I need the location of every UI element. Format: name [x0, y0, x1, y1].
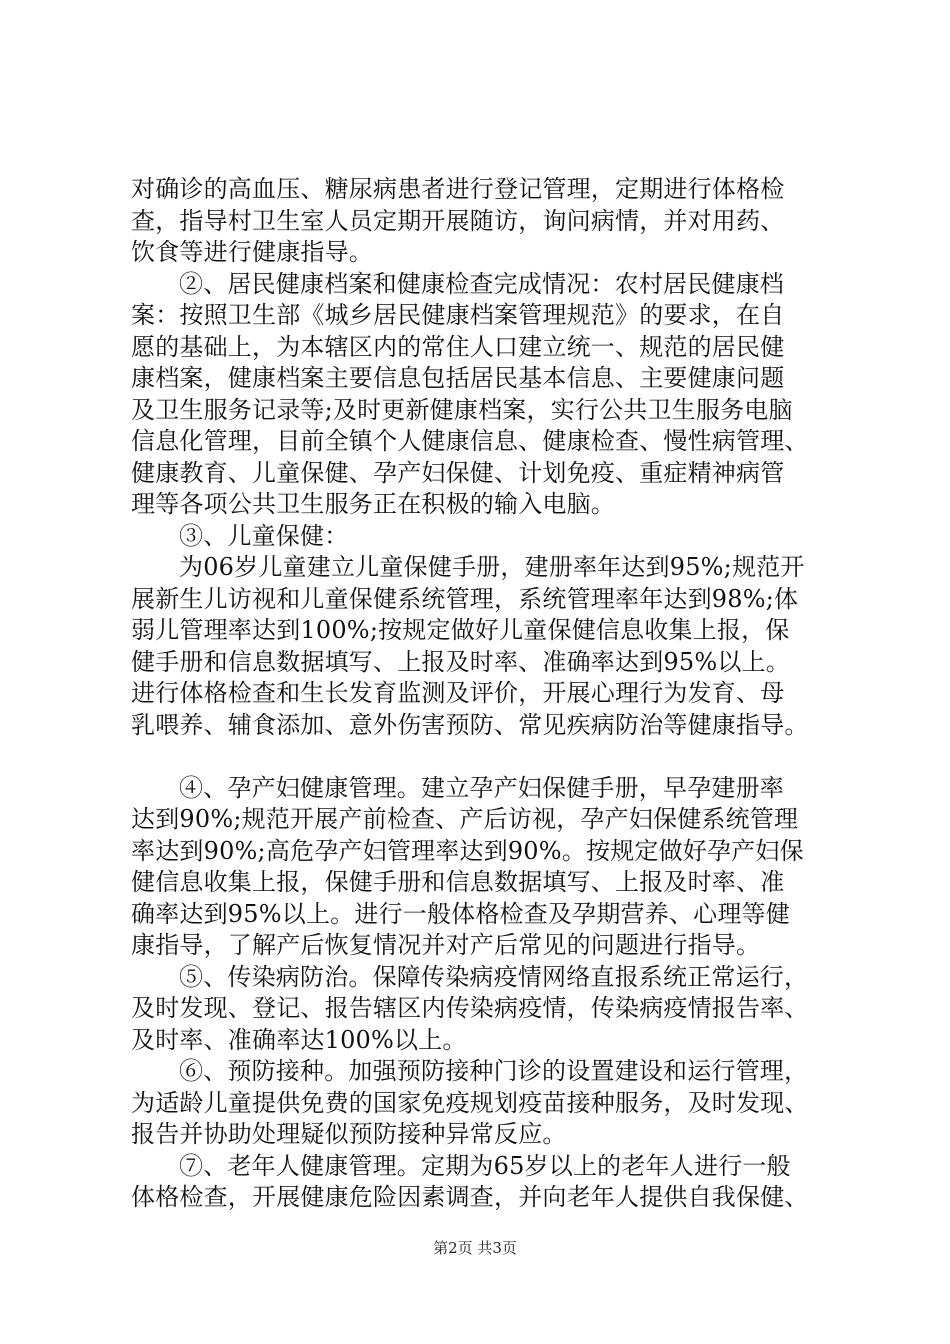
blank-line — [131, 741, 821, 773]
text-line: 康档案，健康档案主要信息包括居民基本信息、主要健康问题 — [131, 364, 785, 392]
text-line: 达到90%;规范开展产前检查、产后访视，孕产妇保健系统管理 — [131, 805, 799, 833]
text-line: 乳喂养、辅食添加、意外伤害预防、常见疾病防治等健康指导。 — [131, 710, 809, 739]
section-heading-line: ③、儿童保健： — [179, 521, 349, 550]
text-line: 展新生儿访视和儿童保健系统管理，系统管理率年达到98%;体 — [131, 584, 799, 613]
text-line: 及时发现、登记、报告辖区内传染病疫情，传染病疫情报告率、 — [131, 994, 809, 1022]
text-line: 健手册和信息数据填写、上报及时率、准确率达到95%以上。 — [131, 647, 790, 676]
text-line: 为适龄儿童提供免费的国家免疫规划疫苗接种服务，及时发现、 — [131, 1088, 809, 1117]
text-line: 对确诊的高血压、糖尿病患者进行登记管理，定期进行体格检 — [131, 175, 785, 203]
text-line: 及时率、准确率达100%以上。 — [131, 1025, 467, 1054]
document-body — [131, 174, 821, 1214]
paragraph-start-line: ⑦、老年人健康管理。定期为65岁以上的老年人进行一般 — [179, 1151, 791, 1180]
text-line: 信息化管理，目前全镇个人健康信息、健康检查、慢性病管理、 — [131, 427, 809, 455]
page-number-footer: 第2页 共3页 — [433, 1239, 517, 1257]
text-line: 及卫生服务记录等;及时更新健康档案，实行公共卫生服务电脑 — [131, 395, 793, 424]
paragraph-start-line: ⑤、传染病防治。保障传染病疫情网络直报系统正常运行， — [179, 962, 809, 991]
text-line: 报告并协助处理疑似预防接种异常反应。 — [131, 1120, 567, 1148]
paragraph-start-line: 为06岁儿童建立儿童保健手册，建册率年达到95%;规范开 — [179, 553, 805, 581]
text-line: 进行体格检查和生长发育监测及评价，开展心理行为发育、母 — [131, 679, 785, 707]
paragraph-start-line: ②、居民健康档案和健康检查完成情况：农村居民健康档 — [179, 269, 784, 298]
text-line: 健康教育、儿童保健、孕产妇保健、计划免疫、重症精神病管 — [131, 458, 785, 487]
text-line: 案：按照卫生部《城乡居民健康档案管理规范》的要求，在自 — [131, 301, 785, 329]
paragraph-start-line: ④、孕产妇健康管理。建立孕产妇保健手册，早孕建册率 — [179, 773, 784, 802]
text-line: 愿的基础上，为本辖区内的常住人口建立统一、规范的居民健 — [131, 332, 785, 361]
text-line: 康指导，了解产后恢复情况并对产后常见的问题进行指导。 — [131, 931, 761, 959]
paragraph-start-line: ⑥、预防接种。加强预防接种门诊的设置建设和运行管理， — [179, 1057, 809, 1085]
text-line: 查，指导村卫生室人员定期开展随访，询问病情，并对用药、 — [131, 206, 785, 235]
text-line: 理等各项公共卫生服务正在积极的输入电脑。 — [131, 490, 615, 518]
text-line: 确率达到95%以上。进行一般体格检查及孕期营养、心理等健 — [131, 899, 790, 928]
text-line: 率达到90%;高危孕产妇管理率达到90%。按规定做好孕产妇保 — [131, 836, 804, 865]
text-line: 弱儿管理率达到100%;按规定做好儿童保健信息收集上报，保 — [131, 616, 790, 644]
text-line: 饮食等进行健康指导。 — [131, 238, 373, 266]
text-line: 健信息收集上报，保健手册和信息数据填写、上报及时率、准 — [131, 868, 785, 896]
text-line: 体格检查，开展健康危险因素调查，并向老年人提供自我保健、 — [131, 1183, 809, 1211]
